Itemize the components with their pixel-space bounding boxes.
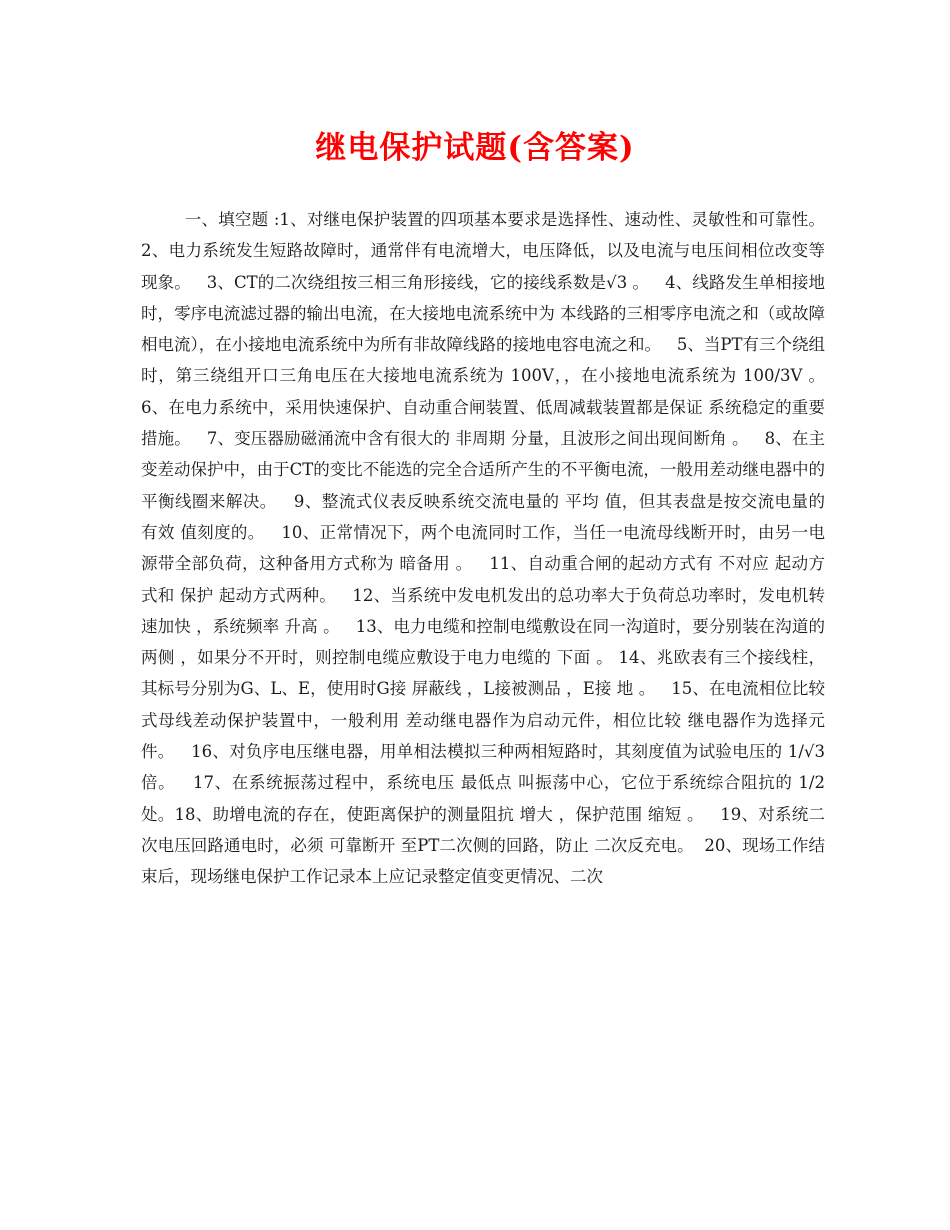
body-paragraph: 一、填空题 :1、对继电保护装置的四项基本要求是选择性、速动性、灵敏性和可靠性。 2、电力系统发生短路故障时，通常伴有电流增大，电压降低，以及电流与电压间相位改变等现象。 3、CT的二次绕组按三相三角形接线，它的接线系数是√3 。 4、线路发生单相接地时，零序电流滤过器的输出电流，在大接地电流系统中为 本线路的三相零序电流之和（或故障相电流），在小接地电流系统中为所有非故障线路的接地电容电流之和。 5、当PT有三个绕组时，第三绕组开口三角电压在大接地电流系统为 100V，，在小接地电流系统为 100/3V 。 6、在电力系统中，采用快速保护、自动重合闸装置、低周减载装置都是保证 系统稳定的重要措施。 7、变压器励磁涌流中含有很大的 非周期 分量，且波形之间出现间断角 。 8、在主变差动保护中，由于CT的变比不能选的完全合适所产生的不平衡电流，一般用差动继电器中的平衡线圈来解决。 9、整流式仪表反映系统交流电量的 平均 值，但其表盘是按交流电量的 有效 值刻度的。 10、正常情况下，两个电流同时工作，当任一电流母线断开时，由另一电源带全部负荷，这种备用方式称为 暗备用 。 11、自动重合闸的起动方式有 不对应 起动方式和 保护 起动方式两种。 12、当系统中发电机发出的总功率大于负荷总功率时，发电机转速加快 ，系统频率 升高 。 13、电力电缆和控制电缆敷设在同一沟道时，要分别装在沟道的两侧 ，如果分不开时，则控制电缆应敷设于电力电缆的 下面 。 14、兆欧表有三个接线柱，其标号分别为G、L、E，使用时G接 屏蔽线 ，L接被测品 ，E接 地 。 15、在电流相位比较式母线差动保护装置中，一般利用 差动继电器作为启动元件，相位比较 继电器作为选择元件。 16、对负序电压继电器，用单相法模拟三种两相短路时，其刻度值为试验电压的 1/√3 倍。 17、在系统振荡过程中，系统电压 最低点 叫振荡中心，它位于系统综合阻抗的 1/2 处。18、助增电流的存在，使距离保护的测量阻抗 增大 ，保护范围 缩短 。 19、对系统二次电压回路通电时，必须 可靠断开 至PT二次侧的回路，防止 二次反充电。 20、现场工作结束后，现场继电保护工作记录本上应记录整定值变更情况、二次: [141, 210, 841, 887]
page-title: 继电保护试题(含答案): [315, 130, 635, 166]
